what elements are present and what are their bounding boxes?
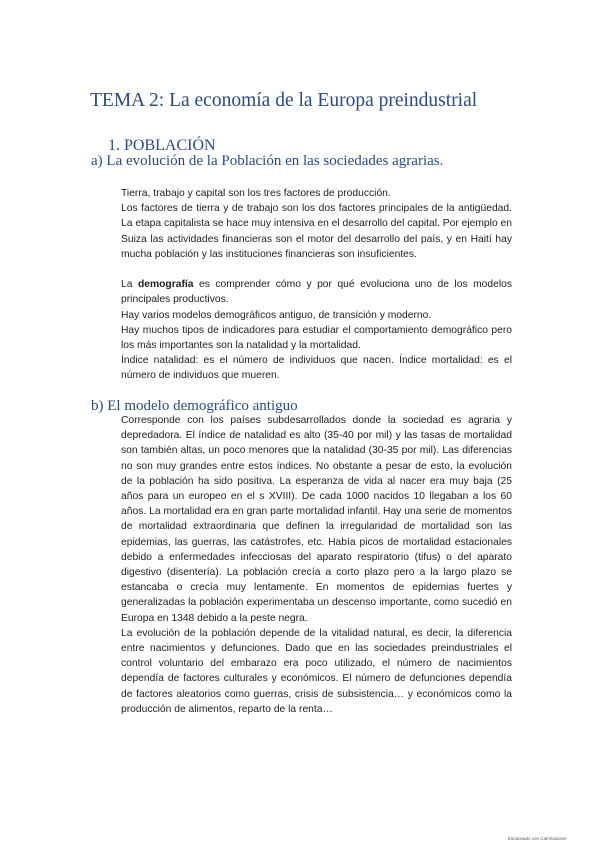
paragraph: Hay varios modelos demográficos antiguo, de transición y moderno.	[121, 309, 432, 321]
paragraph: Hay muchos tipos de indicadores para estudiar el comportamiento demográfico pero los más importantes son la natalidad y la mortalidad.	[121, 324, 512, 352]
page-title: TEMA 2: La economía de la Europa preindustrial	[90, 90, 478, 111]
text: La	[121, 279, 133, 291]
subsection-a-body	[121, 186, 512, 384]
scanner-watermark: Escaneado con CamScanner	[508, 836, 567, 841]
section-number: 1.	[108, 137, 120, 154]
paragraph: Tierra, trabajo y capital son los tres factores de producción.	[121, 188, 391, 199]
subsection-heading-a-text: La evolución de la Población en las sociedades agrarias.	[106, 153, 444, 169]
subsection-label-b: b)	[91, 398, 104, 414]
text: es comprender cómo y por qué evoluciona uno de los modelos principales productivos.	[121, 279, 512, 306]
section-heading-text: POBLACIÓN	[124, 137, 216, 154]
paragraph: Corresponde con los países subdesarrollados donde la sociedad es agraria y depredadora. El índice de natalidad es alto (35-40 por mil) y las tasas de mortalidad son también altas, un poco menores que la natalidad (30-35 por mil). Las diferencias no son muy grandes entre estos índices. No obstante a pesar de esto, la evolución de la población ha sido positiva. La esperanza de vida al nacer era muy baja (25 años para un europeo en el s XVIII). De cada 1000 nacidos 10 llegaban a los 60 años. La mortalidad era en gran parte mortalidad infantil. Hay una serie de momentos de mortalidad extraordinaria que definen la irregularidad de mortalidad son las epidemias, las guerras, las catástrofes, etc. Había picos de mortalidad estacionales debido a enfermedades infecciosas del aparato respiratorio (tifus) o del aparato digestivo (disentería). La población crecía a corto plazo pero a la largo plazo se estancaba o crecía muy lentamente. En momentos de epidemias fuertes y generalizadas la población experimentaba un descenso importante, como sucedió en Europa en 1348 debido a la peste negra.	[121, 415, 512, 624]
paragraph-demografia	[121, 277, 512, 307]
paragraph: Los factores de tierra y de trabajo son los dos factores principales de la antigüedad. La etapa capitalista se hace muy intensiva en el desarrollo del capital. Por ejemplo en Suiza las actividades financieras son el motor del desarrollo del país, y en Haití hay mucha población y las instituciones financieras son insuficientes.	[121, 203, 512, 260]
subsection-heading-a	[91, 153, 443, 170]
subsection-b-body	[121, 413, 512, 717]
subsection-heading-b-text: El modelo demográfico antiguo	[107, 398, 298, 414]
paragraph: Índice natalidad: es el número de individuos que nacen. Índice mortalidad: es el número de individuos que mueren.	[121, 355, 512, 382]
paragraph: La evolución de la población depende de la vitalidad natural, es decir, la diferencia entre nacimientos y defunciones. Dado que en las sociedades preindustriales el control voluntario del embarazo era poco utilizado, el número de nacimientos dependía de factores culturales y económicos. El número de defunciones dependía de factores aleatorios como guerras, crisis de subsistencia… y económicos como la producción de alimentos, reparto de la renta…	[121, 627, 512, 715]
bold-term: demografía	[137, 279, 194, 291]
subsection-label-a: a)	[91, 153, 103, 169]
